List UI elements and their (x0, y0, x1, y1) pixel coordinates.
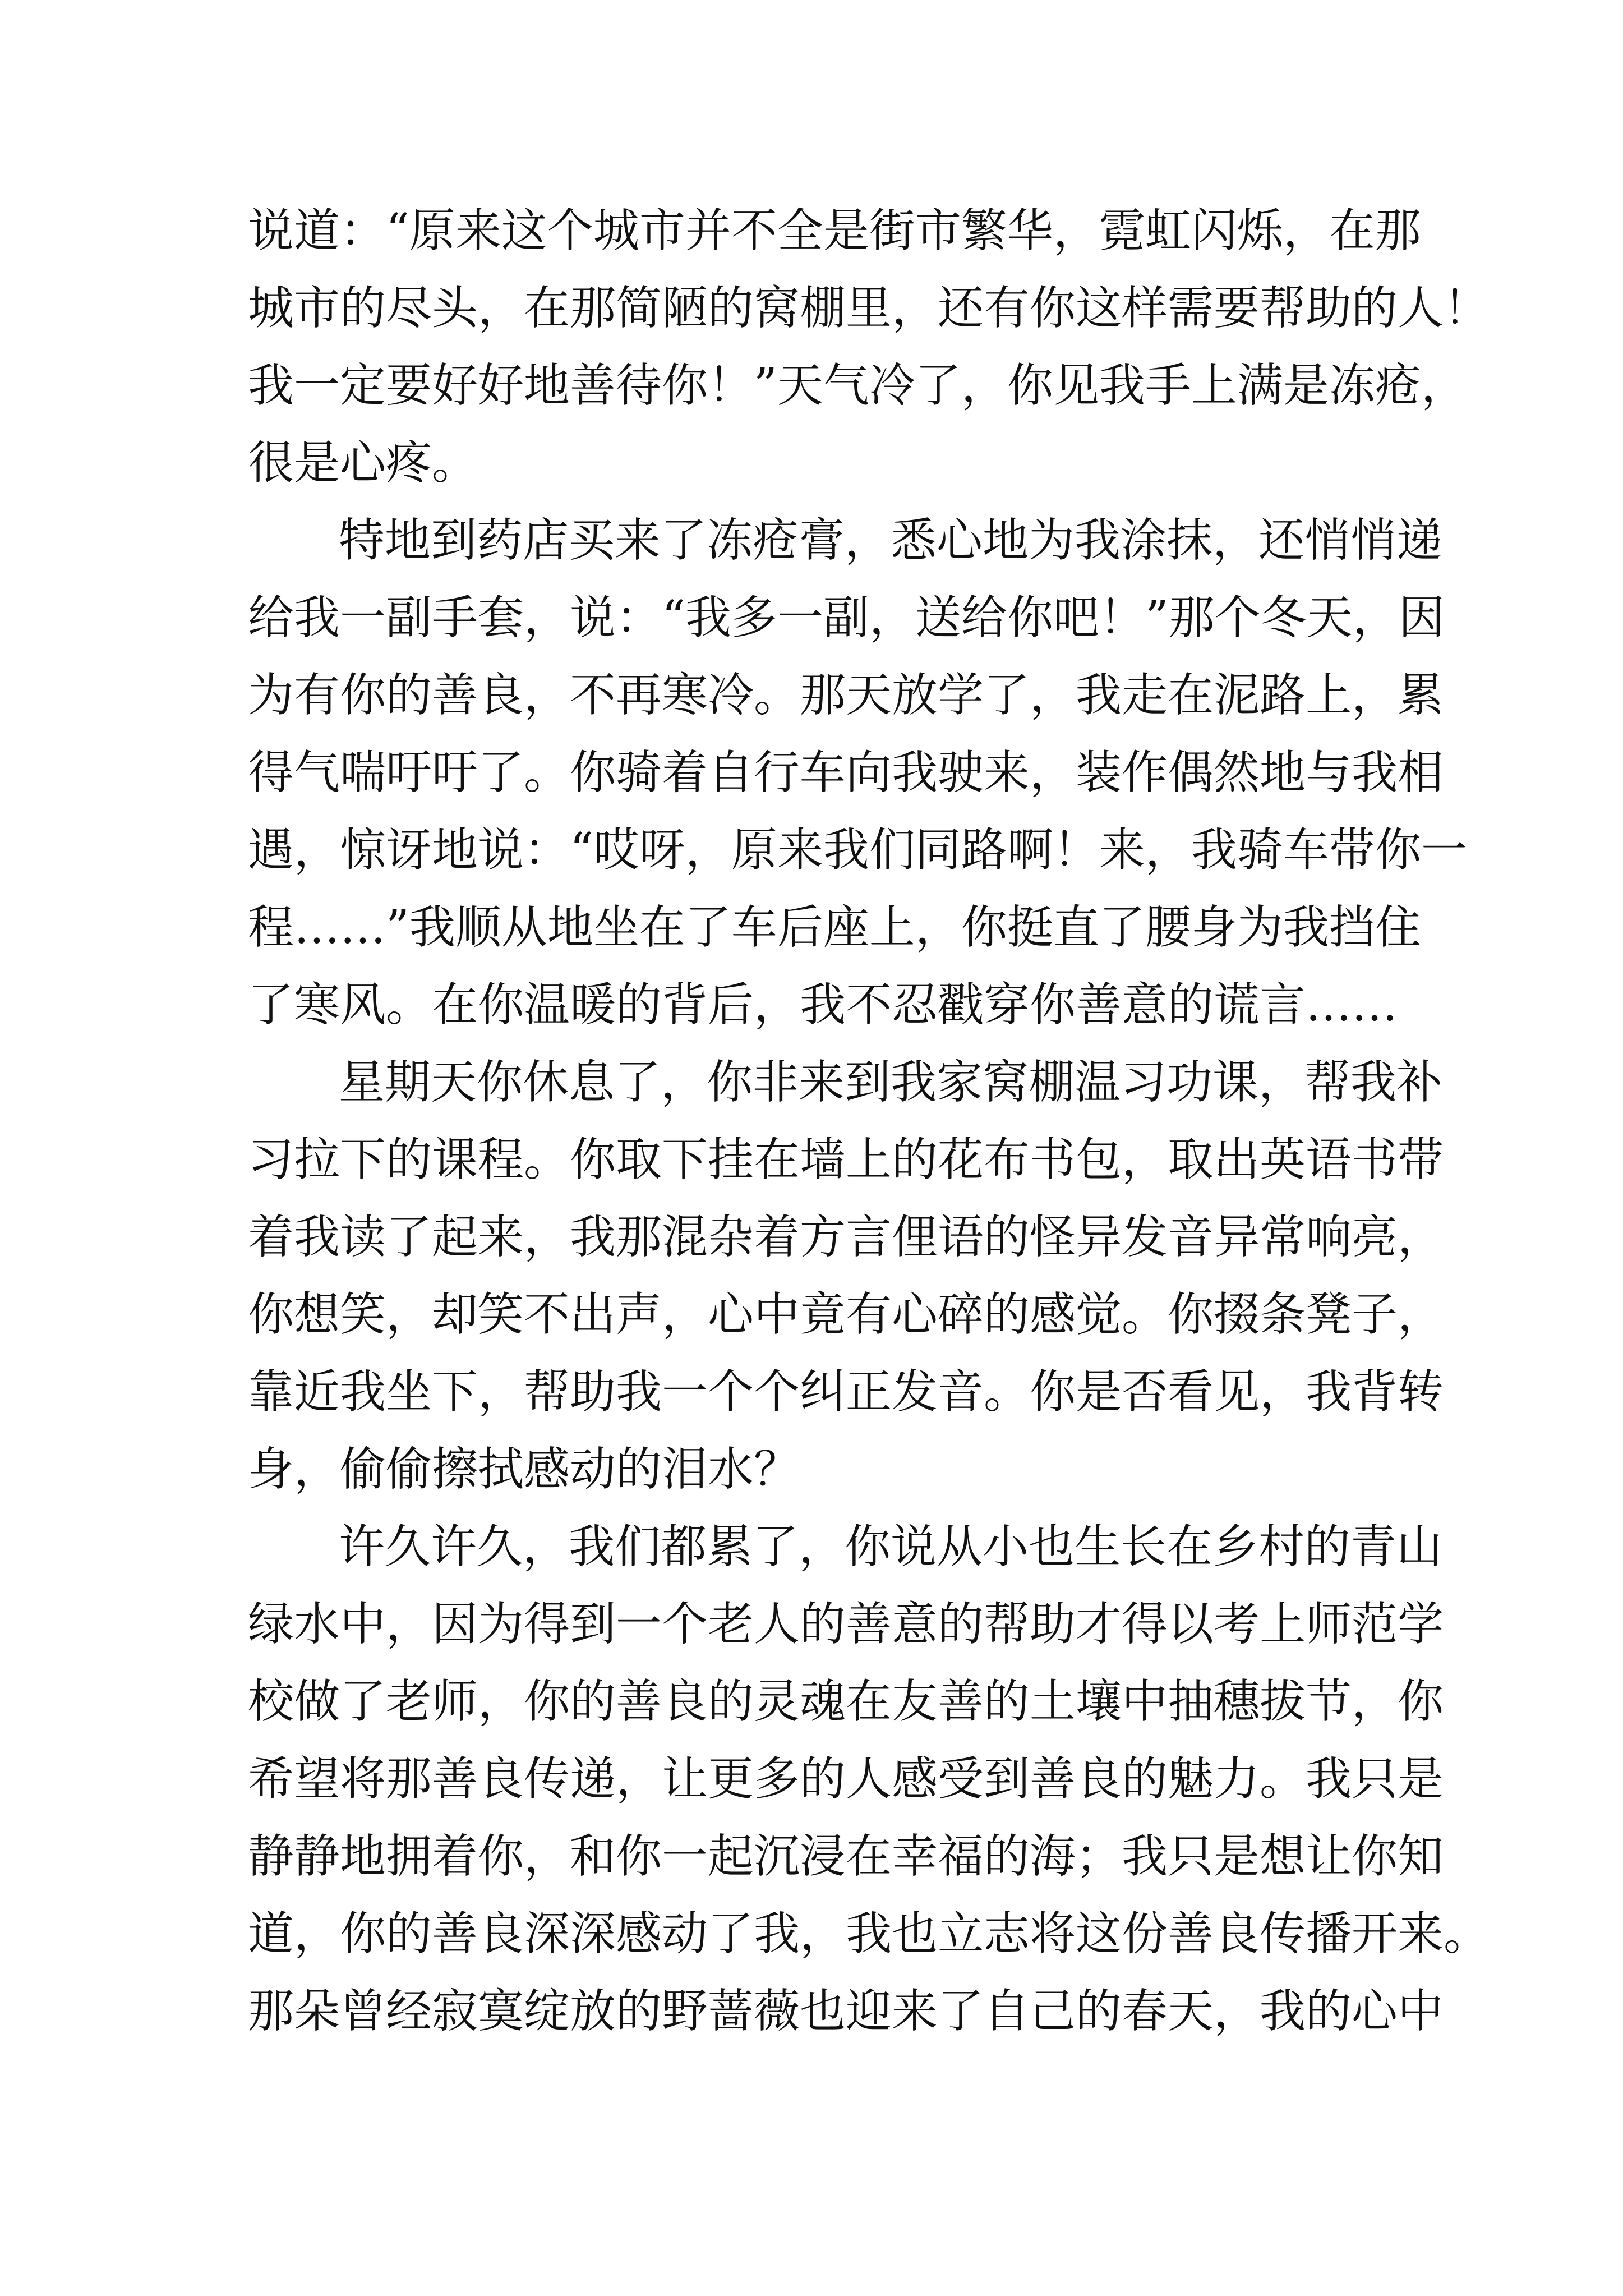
text-line: 希望将那善良传递，让更多的人感受到善良的魅力。我只是 (248, 1752, 1444, 1806)
text-line: 很是心疼。 (248, 436, 478, 490)
text-line: 着我读了起来，我那混杂着方言俚语的怪异发音异常响亮， (248, 1211, 1444, 1264)
text-line: 靠近我坐下，帮助我一个个纠正发音。你是否看见，我背转 (248, 1365, 1444, 1419)
text-line: 静静地拥着你，和你一起沉浸在幸福的海；我只是想让你知 (248, 1830, 1444, 1883)
text-line: 为有你的善良，不再寒冷。那天放学了，我走在泥路上，累 (248, 669, 1444, 722)
text-line: 你想笑，却笑不出声，心中竟有心碎的感觉。你掇条凳子， (248, 1288, 1444, 1341)
text-line: 我一定要好好地善待你！”天气冷了，你见我手上满是冻疮， (248, 359, 1467, 412)
text-line: 了寒风。在你温暖的背后，我不忍戳穿你善意的谎言…… (248, 978, 1398, 1032)
text-line: 城市的尽头，在那简陋的窝棚里，还有你这样需要帮助的人！ (248, 282, 1490, 335)
text-line: 道，你的善良深深感动了我，我也立志将这份善良传播开来。 (248, 1907, 1490, 1961)
text-line: 校做了老师，你的善良的灵魂在友善的土壤中抽穗拔节，你 (248, 1675, 1444, 1728)
text-line: 给我一副手套，说：“我多一副，送给你吧！”那个冬天，因 (248, 591, 1445, 645)
text-line: 那朵曾经寂寞绽放的野蔷薇也迎来了自己的春天，我的心中 (248, 1985, 1444, 2038)
text-line: 说道：“原来这个城市并不全是街市繁华，霓虹闪烁，在那 (248, 204, 1421, 257)
text-line: 身，偷偷擦拭感动的泪水？ (248, 1443, 800, 1496)
text-line: 习拉下的课程。你取下挂在墙上的花布书包，取出英语书带 (248, 1133, 1444, 1186)
text-line: 遇，惊讶地说：“哎呀，原来我们同路啊！来，我骑车带你一 (248, 823, 1467, 877)
text-line: 得气喘吁吁了。你骑着自行车向我驶来，装作偶然地与我相 (248, 746, 1444, 799)
paragraph-first-line: 星期天你休息了，你非来到我家窝棚温习功课，帮我补 (339, 1056, 1443, 1109)
paragraph-first-line: 特地到药店买来了冻疮膏，悉心地为我涂抹，还悄悄递 (339, 514, 1443, 567)
paragraph-first-line: 许久许久，我们都累了，你说从小也生长在乡村的青山 (339, 1520, 1443, 1573)
text-line: 绿水中，因为得到一个老人的善意的帮助才得以考上师范学 (248, 1598, 1444, 1651)
text-line: 程……”我顺从地坐在了车后座上，你挺直了腰身为我挡住 (248, 901, 1421, 954)
